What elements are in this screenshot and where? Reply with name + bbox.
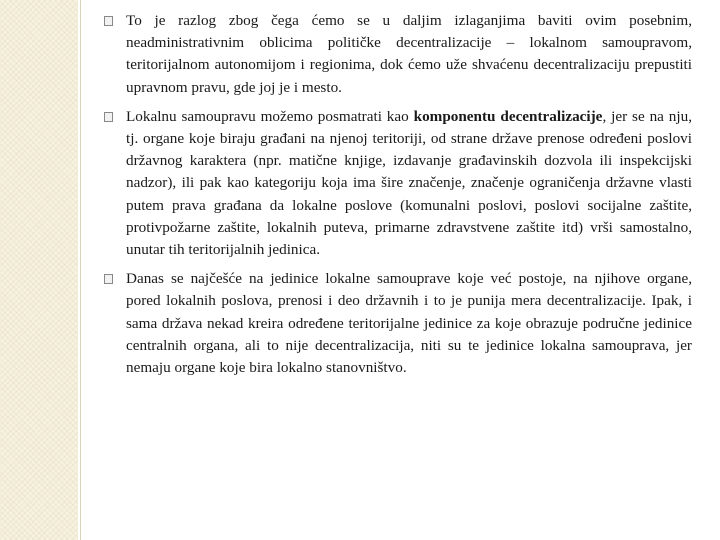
square-bullet-icon xyxy=(104,16,113,26)
square-bullet-icon xyxy=(104,112,113,122)
bullet-item xyxy=(104,106,692,261)
sidebar-divider xyxy=(80,0,81,540)
bullet-text-start: Lokalnu samoupravu možemo posmatrati kao xyxy=(126,107,414,125)
bullet-item xyxy=(104,10,692,99)
bullet-text-emphasis: komponentu decentralizacije xyxy=(413,107,603,125)
bullet-text: To je razlog zbog čega ćemo se u daljim izlaganjima baviti ovim posebnim, neadministrativnim oblicima političke decentralizacije – lokalnom samoupravom, teritorijalnom autonomijom i regionima, dok ćemo uže shvaćenu decentralizaciju prepustiti upravnom pravu, gde joj je i mesto. xyxy=(126,12,692,96)
square-bullet-icon xyxy=(104,274,113,284)
bullet-text: Danas se najčešće na jedinice lokalne samouprave koje već postoje, na njihove organe, pored lokalnih poslova, prenosi i deo državnih i to je punija mera decentralizacije. Ipak, i sama država nekad kreira određene teritorijalne jedinice za koje obrazuje područne jedinice centralnih organa, ali to nije decentralizacija, niti su te jedinice lokalna samouprava, jer nemaju organe koje bira lokalno stanovništvo. xyxy=(126,270,692,377)
bullet-item xyxy=(104,268,692,379)
decorative-sidebar xyxy=(0,0,78,540)
slide-content xyxy=(104,10,692,386)
bullet-text-end: , jer se na nju, tj. organe koje biraju građani na njenoj teritoriji, od strane države prenose određeni poslovi državnog karaktera (npr. matične knjige, izdavanje građavinskih dozvola ili inspekcijski nadzor), ili pak kao kategoriju koja ima šire značenje, značenje ograničenja državne vlasti putem prava građana da lokalne poslove (komunalni poslovi, poslovi socijalne zaštite, protivpožarne zaštite, lokalnih puteva, primarne zdravstvene zaštite itd) vrši samostalno, unutar tih teritorijalnih jedinica. xyxy=(126,107,692,259)
